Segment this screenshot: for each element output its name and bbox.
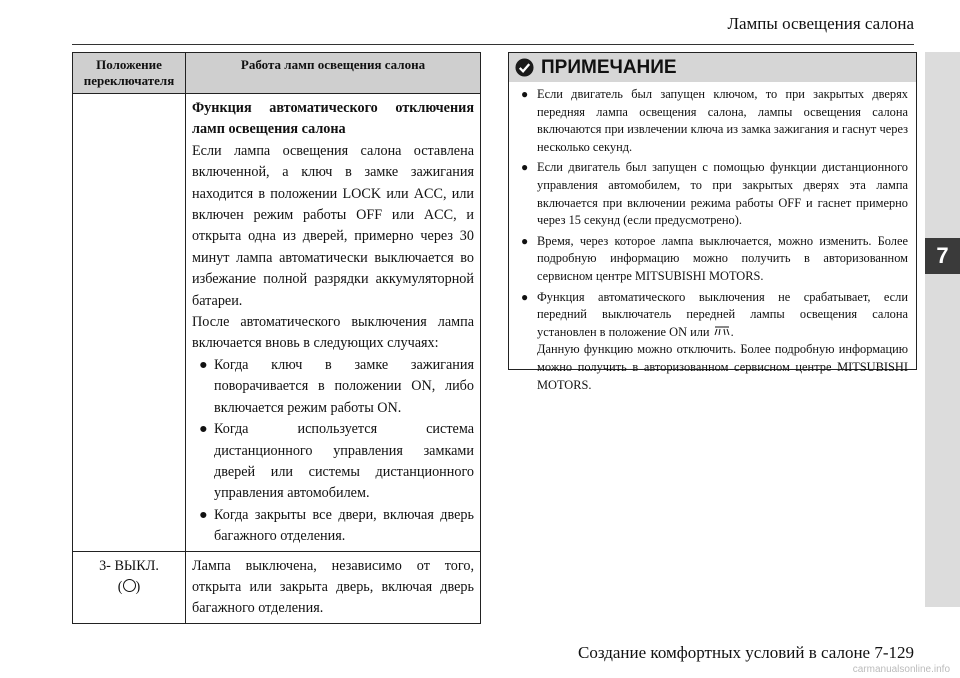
table-row [73, 94, 481, 552]
note-item-4-extra: Данную функцию можно отключить. Более подробную информацию можно получить в авторизованном сервисном центре MITSUBISHI MOTORS. [537, 342, 908, 392]
position-cell-off [73, 551, 186, 623]
checkmark-icon [515, 58, 534, 77]
list-item: ● Когда используется система дистанционного управления замками дверей или системы дистанционного управления автомобилем. [199, 421, 474, 502]
bullet-icon: ● [199, 506, 208, 523]
list-item: ● Если двигатель был запущен с помощью функции дистанционного управления автомобилем, то при закрытых дверях эта лампа включается при включении режима работы OFF и гаснет примерно через 15 секунд (если предусмотрено). [521, 160, 908, 228]
bullet-icon: ● [199, 356, 208, 373]
switch-position-table [72, 52, 481, 624]
chapter-number-badge: 7 [925, 238, 960, 274]
off-symbol: ( ) [117, 578, 141, 595]
note-list [509, 82, 916, 394]
off-description-cell [186, 551, 481, 623]
bullet-icon: ● [199, 421, 208, 438]
column-header-operation: Работа ламп освещения салона [186, 53, 481, 94]
watermark-text: carmanualsonline.info [852, 664, 950, 675]
list-item: ● Функция автоматического выключения не срабатывает, если передний выключатель передней лампы освещения салона установлен в положение ON или . Данную функцию можно отключить. Более подробную информацию можно получить в авторизованном сервисном центре MITSUBISHI MOTORS. [537, 289, 908, 395]
auto-off-bullet-list [192, 355, 474, 548]
chapter-side-tab [925, 52, 960, 607]
header-divider [72, 44, 914, 45]
auto-off-paragraph-2: После автоматического выключения лампа включается вновь в следующих случаях: [192, 314, 474, 352]
column-header-position: Положение переключателя [73, 53, 186, 94]
position-label-off: 3- ВЫКЛ. [99, 557, 159, 574]
list-item: ● Когда ключ в замке зажигания поворачивается в положении ON, либо включается режим работы ON. [199, 356, 474, 416]
bullet-icon: ● [521, 289, 529, 304]
table-header-row [73, 53, 481, 94]
list-item: ● Если двигатель был запущен ключом, то при закрытых дверях передняя лампа освещения салона, лампы освещения салона включаются при извлечении ключа из замка зажигания и гаснут через несколько секунд. [521, 87, 908, 154]
note-header [509, 53, 916, 82]
note-title: ПРИМЕЧАНИЕ [541, 56, 677, 78]
list-item: ● Когда закрыты все двери, включая дверь багажного отделения. [199, 506, 474, 545]
door-position-icon [713, 325, 731, 337]
page-header-title: Лампы освещения салона [727, 14, 914, 33]
bullet-icon: ● [521, 160, 529, 175]
circle-off-icon [123, 579, 136, 592]
bullet-icon: ● [521, 233, 529, 248]
bullet-icon: ● [521, 87, 529, 101]
off-description-text: Лампа выключена, независимо от того, открыта или закрыта дверь, включая дверь багажного отделения. [192, 557, 474, 617]
table-row [73, 551, 481, 623]
list-item: ● Время, через которое лампа выключается, можно изменить. Более подробную информацию можно получить в авторизованном сервисном центре MITSUBISHI MOTORS. [521, 233, 908, 283]
auto-off-heading: Функция автоматического отключения ламп освещения салона [192, 100, 474, 138]
position-cell-empty [73, 94, 186, 552]
page-footer: Создание комфортных условий в салоне 7-129 [577, 643, 914, 662]
auto-off-description-cell [186, 94, 481, 552]
auto-off-paragraph-1: Если лампа освещения салона оставлена включенной, а ключ в замке зажигания находится в положении LOCK или ACC, или включен режим работы OFF или ACC, и открыта одна из дверей, примерно через 30 минут лампа автоматически выключается во избежание полной разрядки аккумуляторной батареи. [192, 142, 474, 309]
note-box [508, 52, 917, 392]
